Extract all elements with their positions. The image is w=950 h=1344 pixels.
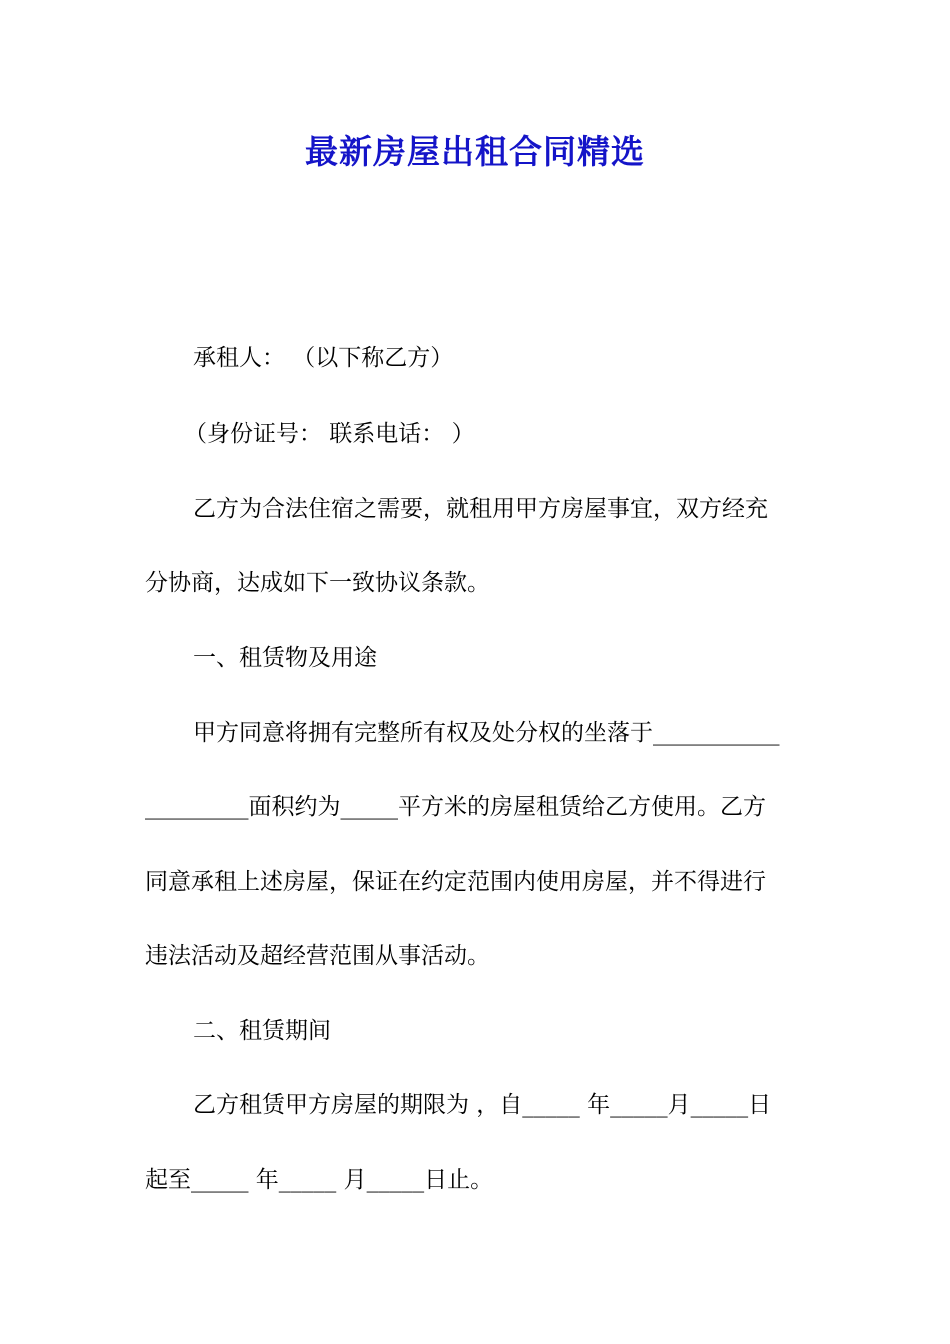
paragraph-intro-line-2: 分协商，达成如下一致协议条款。 [145, 570, 490, 596]
id-phone-line: （身份证号： 联系电话： ） [184, 421, 475, 447]
paragraph-intro-line-1: 乙方为合法住宿之需要，就租用甲方房屋事宜，双方经充 [193, 496, 768, 522]
paragraph-term-line-1: 乙方租赁甲方房屋的期限为 ，自_____ 年_____月_____日 [193, 1092, 772, 1118]
paragraph-property-line-2: _________面积约为_____平方米的房屋租赁给乙方使用。乙方 [145, 794, 766, 820]
paragraph-property-line-4: 违法活动及超经营范围从事活动。 [145, 943, 490, 969]
paragraph-term-line-2: 起至_____ 年_____ 月_____日止。 [145, 1167, 494, 1193]
document-title: 最新房屋出租合同精选 [305, 132, 645, 171]
section-heading-1: 一、租赁物及用途 [193, 645, 377, 671]
section-heading-2: 二、租赁期间 [193, 1018, 331, 1044]
paragraph-property-line-1: 甲方同意将拥有完整所有权及处分权的坐落于___________ [193, 720, 780, 746]
tenant-line: 承租人： （以下称乙方） [193, 345, 454, 371]
paragraph-property-line-3: 同意承租上述房屋，保证在约定范围内使用房屋，并不得进行 [145, 869, 766, 895]
